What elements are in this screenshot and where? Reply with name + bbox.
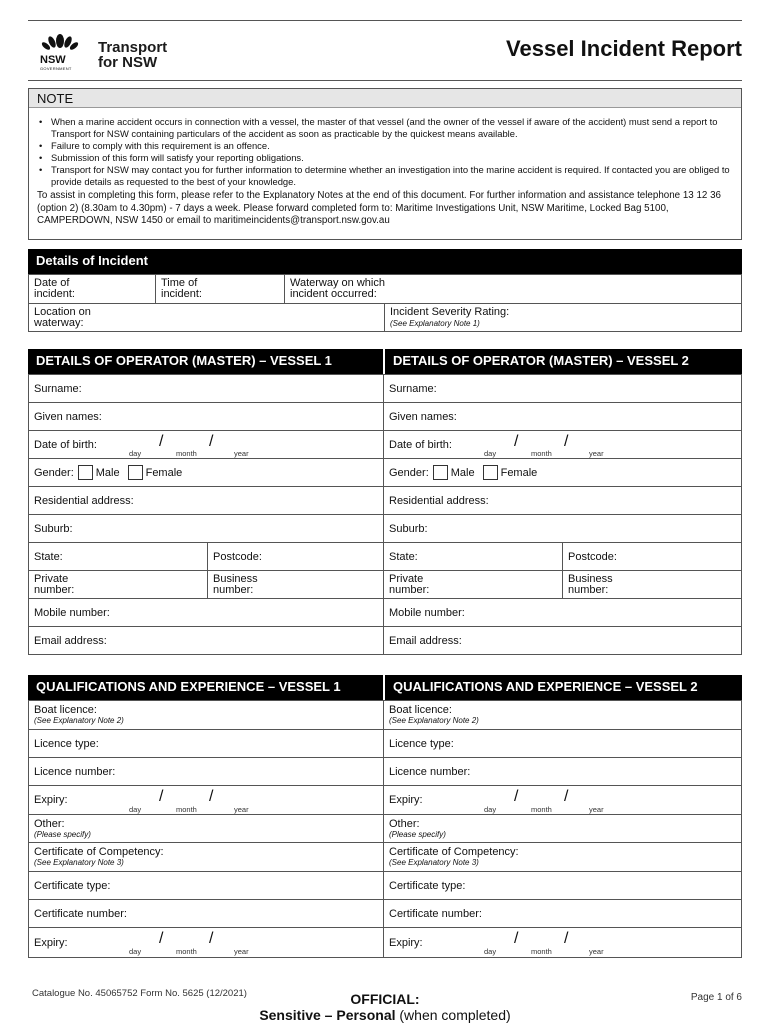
label: Male <box>450 466 475 479</box>
label: Licence type: <box>34 737 99 750</box>
date-separator: / <box>159 930 164 947</box>
label: Suburb: <box>389 522 428 535</box>
note: (See Explanatory Note 2) <box>34 716 124 725</box>
label: Postcode: <box>213 550 262 563</box>
month-hint: month <box>176 449 197 458</box>
year-hint: year <box>234 947 249 956</box>
operator-v2-heading: DETAILS OF OPERATOR (MASTER) – VESSEL 2 <box>385 349 742 374</box>
v1-licence-number-field[interactable] <box>29 758 383 786</box>
label: Business <box>568 572 613 585</box>
note: (See Explanatory Note 3) <box>34 858 124 867</box>
label: Date of birth: <box>34 438 97 451</box>
label: number: <box>34 583 75 596</box>
label: Other: <box>34 817 65 830</box>
v2-cert-type-field[interactable] <box>384 872 741 900</box>
label: Postcode: <box>568 550 617 563</box>
v1-male-checkbox[interactable] <box>78 465 93 480</box>
note-bullet: • When a marine accident occurs in connection with a vessel, the master of that vessel (and the owner of the vessel if aware of the accident) must send a report to Transport for NSW containing particulars of the accident as soon as practicable by the quickest means available. <box>37 116 733 140</box>
label: Residential address: <box>389 494 489 507</box>
v2-licence-type-field[interactable] <box>384 730 741 758</box>
when-completed-label: (when completed) <box>395 1007 511 1023</box>
v2-other-field[interactable] <box>384 815 741 843</box>
label: Email address: <box>389 634 462 647</box>
date-separator: / <box>159 788 164 805</box>
operator-v1-heading: DETAILS OF OPERATOR (MASTER) – VESSEL 1 <box>28 349 383 374</box>
quals-v1-heading: QUALIFICATIONS AND EXPERIENCE – VESSEL 1 <box>28 675 383 700</box>
v1-email-field[interactable] <box>29 627 383 654</box>
v1-surname-field[interactable] <box>29 375 383 403</box>
label: Gender: <box>389 466 429 479</box>
v1-cert-number-field[interactable] <box>29 900 383 928</box>
header-rule <box>28 80 742 81</box>
v1-other-field[interactable] <box>29 815 383 843</box>
label: Gender: <box>34 466 74 479</box>
day-hint: day <box>129 805 142 814</box>
v1-state-postcode-row[interactable] <box>29 543 383 571</box>
label: Time of <box>161 277 198 289</box>
top-rule <box>28 20 742 21</box>
day-hint: day <box>129 449 142 458</box>
v1-given-field[interactable] <box>29 403 383 431</box>
label: Expiry: <box>389 794 423 806</box>
v1-phone-row[interactable] <box>29 571 383 599</box>
label: Incident Severity Rating: <box>390 306 510 318</box>
v2-boat-licence-field[interactable] <box>384 701 741 730</box>
note: (Please specify) <box>34 829 91 839</box>
label: State: <box>389 550 418 563</box>
label: Boat licence: <box>389 704 452 716</box>
label: incident occurred: <box>290 288 377 300</box>
year-hint: year <box>234 805 249 814</box>
label: Expiry: <box>389 936 423 949</box>
divider <box>562 543 563 570</box>
label: Certificate number: <box>389 907 482 920</box>
incident-heading: Details of Incident <box>28 249 742 274</box>
nsw-waratah-logo <box>38 32 82 72</box>
form-header <box>28 26 742 76</box>
v2-dob-field[interactable] <box>384 431 741 459</box>
month-hint: month <box>176 805 197 814</box>
label: Given names: <box>34 410 102 423</box>
quals-v1-box <box>28 700 384 958</box>
nsw-logo-subtext: GOVERNMENT <box>40 66 72 71</box>
date-separator: / <box>514 930 519 947</box>
day-hint: day <box>484 947 497 956</box>
label: number: <box>568 583 609 596</box>
date-separator: / <box>564 788 569 805</box>
security-classification <box>0 991 770 1023</box>
date-separator: / <box>159 433 164 450</box>
label: Certificate of Competency: <box>34 846 164 858</box>
month-hint: month <box>531 805 552 814</box>
label: Date of birth: <box>389 438 452 451</box>
date-separator: / <box>209 788 214 805</box>
day-hint: day <box>484 805 497 814</box>
label: Residential address: <box>34 494 134 507</box>
v2-cert-number-field[interactable] <box>384 900 741 928</box>
label: Location on <box>34 306 91 318</box>
year-hint: year <box>589 805 604 814</box>
v2-address-field[interactable] <box>384 487 741 515</box>
note: (Please specify) <box>389 829 446 839</box>
label: Licence number: <box>34 765 116 778</box>
v2-coc-field[interactable] <box>384 843 741 872</box>
v1-address-field[interactable] <box>29 487 383 515</box>
waterway-field[interactable] <box>285 275 741 304</box>
official-label: OFFICIAL: <box>350 991 420 1007</box>
sensitive-label: Sensitive – Personal <box>259 1007 396 1023</box>
year-hint: year <box>589 449 604 458</box>
date-separator: / <box>514 788 519 805</box>
label: Male <box>95 466 120 479</box>
label: Suburb: <box>34 522 73 535</box>
label: number: <box>389 583 430 596</box>
month-hint: month <box>531 449 552 458</box>
label: Licence number: <box>389 765 471 778</box>
quals-v2-box <box>384 700 742 958</box>
operator-v1-box <box>28 374 384 655</box>
v2-gender-field <box>384 459 741 487</box>
v2-suburb-field[interactable] <box>384 515 741 543</box>
note-paragraph: To assist in completing this form, please refer to the Explanatory Notes at the end of this document. For further information and assistance telephone 13 12 36 (option 2) (8.30am to 4.30pm) - 7 days a week. Please forward completed form to: Maritime Investigations Unit, NSW Maritime, Locked Bag 5100, CAMPERDOWN, NSW 1450 or email to maritimeincidents@transport.nsw.gov.au <box>37 190 721 226</box>
v1-licence-type-field[interactable] <box>29 730 383 758</box>
divider <box>562 571 563 598</box>
note-section <box>28 88 742 240</box>
label: Boat licence: <box>34 704 97 716</box>
label: Surname: <box>389 382 437 395</box>
date-separator: / <box>564 433 569 450</box>
v1-cert-type-field[interactable] <box>29 872 383 900</box>
note-bullet: • Failure to comply with this requirement is an offence. <box>37 140 733 152</box>
label: Email address: <box>34 634 107 647</box>
label: Given names: <box>389 410 457 423</box>
label: incident: <box>34 288 75 300</box>
label: Certificate type: <box>34 879 111 892</box>
label: Female <box>145 466 183 479</box>
v2-mobile-field[interactable] <box>384 599 741 627</box>
logo-line-1: Transport <box>98 39 168 56</box>
transport-logo-text <box>98 40 167 70</box>
v2-female-checkbox[interactable] <box>483 465 498 480</box>
v2-expiry-field[interactable] <box>384 786 741 815</box>
note-heading: NOTE <box>29 89 741 108</box>
v2-given-field[interactable] <box>384 403 741 431</box>
v1-female-checkbox[interactable] <box>128 465 143 480</box>
month-hint: month <box>531 947 552 956</box>
incident-box <box>28 274 742 332</box>
severity-field[interactable] <box>385 304 741 332</box>
label: Expiry: <box>34 936 68 949</box>
label: Certificate of Competency: <box>389 846 519 858</box>
note-bullet: • Transport for NSW may contact you for further information to determine whether an investigation into the marine accident is required. If contacted you are obliged to provide details as requested to the best of your knowledge. <box>37 164 733 188</box>
label: Date of <box>34 277 70 289</box>
label: State: <box>34 550 63 563</box>
v1-gender-field <box>29 459 383 487</box>
label: Mobile number: <box>389 606 465 619</box>
note: (See Explanatory Note 2) <box>389 716 479 725</box>
v1-cert-expiry-field[interactable] <box>29 928 383 957</box>
label: number: <box>213 583 254 596</box>
day-hint: day <box>129 947 142 956</box>
label: Expiry: <box>34 794 68 806</box>
v2-email-field[interactable] <box>384 627 741 654</box>
label: Business <box>213 572 258 585</box>
label: Certificate number: <box>34 907 127 920</box>
date-separator: / <box>209 930 214 947</box>
label: Other: <box>389 817 420 830</box>
v1-expiry-field[interactable] <box>29 786 383 815</box>
year-hint: year <box>589 947 604 956</box>
month-hint: month <box>176 947 197 956</box>
v2-cert-expiry-field[interactable] <box>384 928 741 957</box>
year-hint: year <box>234 449 249 458</box>
divider <box>207 543 208 570</box>
page-title: Vessel Incident Report <box>506 36 742 61</box>
label: waterway: <box>34 317 84 329</box>
nsw-logo-text: NSW <box>40 54 66 66</box>
label: Licence type: <box>389 737 454 750</box>
label: Private <box>34 572 69 585</box>
v2-male-checkbox[interactable] <box>433 465 448 480</box>
divider <box>207 571 208 598</box>
label: Surname: <box>34 382 82 395</box>
logo-line-2: for NSW <box>98 54 158 71</box>
label: Waterway on which <box>290 277 385 289</box>
quals-v2-heading: QUALIFICATIONS AND EXPERIENCE – VESSEL 2 <box>385 675 742 700</box>
label: Private <box>389 572 424 585</box>
note-list <box>29 108 741 188</box>
note: (See Explanatory Note 1) <box>390 319 480 328</box>
incident-date-field[interactable] <box>29 275 156 304</box>
incident-time-field[interactable] <box>156 275 285 304</box>
location-field[interactable] <box>29 304 385 332</box>
v1-dob-field[interactable] <box>29 431 383 459</box>
note: (See Explanatory Note 3) <box>389 858 479 867</box>
v2-phone-row[interactable] <box>384 571 741 599</box>
page-number: Page 1 of 6 <box>690 992 742 1003</box>
catalogue-number: Catalogue No. 45065752 Form No. 5625 (12/2021) <box>32 988 247 999</box>
label: incident: <box>161 288 202 300</box>
date-separator: / <box>514 433 519 450</box>
v2-state-postcode-row[interactable] <box>384 543 741 571</box>
v1-suburb-field[interactable] <box>29 515 383 543</box>
v1-coc-field[interactable] <box>29 843 383 872</box>
v2-surname-field[interactable] <box>384 375 741 403</box>
v2-licence-number-field[interactable] <box>384 758 741 786</box>
day-hint: day <box>484 449 497 458</box>
date-separator: / <box>209 433 214 450</box>
label: Certificate type: <box>389 879 466 892</box>
note-bullet: • Submission of this form will satisfy your reporting obligations. <box>37 152 733 164</box>
label: Mobile number: <box>34 606 110 619</box>
operator-v2-box <box>384 374 742 655</box>
v1-mobile-field[interactable] <box>29 599 383 627</box>
v1-boat-licence-field[interactable] <box>29 701 383 730</box>
date-separator: / <box>564 930 569 947</box>
label: Female <box>500 466 538 479</box>
